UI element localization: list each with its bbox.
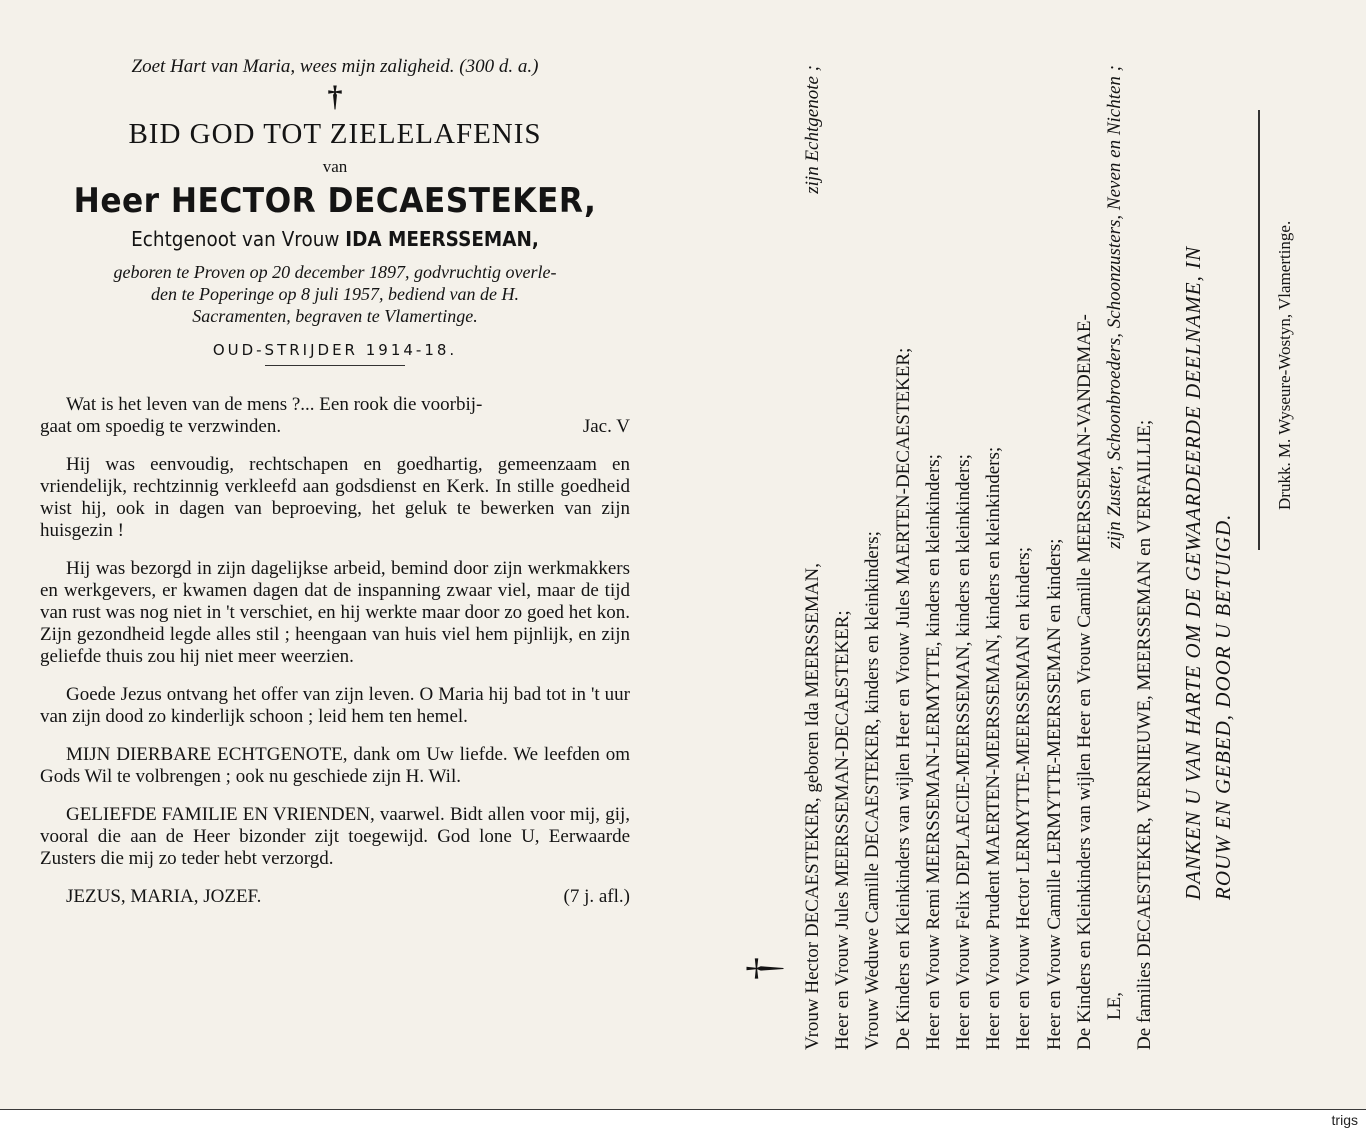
bio-line-1: geboren te Proven op 20 december 1897, godvruchtig overle- <box>113 262 557 282</box>
paragraph-family: GELIEFDE FAMILIE EN VRIENDEN, vaarwel. Bidt allen voor mij, gij, vooral die aan de Heer bizonder zijt toegewijd. God lone U, Eerwaarde Zusters die mij zo teder hebt verzorgd. <box>40 804 630 869</box>
quote-source: Jac. V <box>582 416 630 437</box>
page-title: BID GOD TOT ZIELELAFENIS <box>128 118 542 150</box>
thanks-line-2: ROUW EN GEBED, DOOR U BETUIGD. <box>1211 513 1235 900</box>
van-label: van <box>322 157 348 176</box>
divider <box>265 365 405 366</box>
closing-right: (7 j. afl.) <box>563 886 630 907</box>
veteran-label: OUD-STRIJDER 1914-18. <box>212 341 458 359</box>
invocation: Zoet Hart van Maria, wees mijn zaligheid. (300 d. a.) <box>131 56 539 77</box>
right-panel <box>700 60 1320 1050</box>
closing-line <box>40 886 630 908</box>
bio-line-3: Sacramenten, begraven te Vlamertinge. <box>192 306 478 326</box>
spouse-name: IDA MEERSSEMAN, <box>345 227 539 251</box>
family-line: De Kinders en Kleinkinders van wijlen Heer en Vrouw Jules MAERTEN-DECAESTEKER; <box>892 347 914 1050</box>
deceased-name: Heer HECTOR DECAESTEKER, <box>73 181 597 221</box>
thanks-line-1: DANKEN U VAN HARTE OM DE GEWAARDEERDE DEELNAME, IN <box>1181 245 1205 900</box>
family-line: De Kinders en Kleinkinders van wijlen Heer en Vrouw Camille MEERSSEMAN-VANDEMAE- <box>1073 314 1095 1050</box>
family-line: LE, zijn Zuster, Schoonbroeders, Schoonzusters, Neven en Nichten ; <box>1103 65 1125 1020</box>
quote-line-2-row <box>40 416 630 438</box>
divider-long <box>1258 110 1260 550</box>
paragraph-work: Hij was bezorgd in zijn dagelijkse arbeid, bemind door zijn werkmakkers en werkgevers, er kwamen dagen dat de inspanning zwaar viel, maar de tijd van rust was nog niet in 't verschiet, en hij werkte maar door zo goed het kon. Zijn gezondheid legde alles stil ; heengaan van huis viel hem pijnlijk, en zijn geliefde thuis zou hij niet meer weerzien. <box>40 558 630 667</box>
quote-line-2: gaat om spoedig te verzwinden. <box>40 416 282 437</box>
family-line: Heer en Vrouw Camille LERMYTTE-MEERSSEMAN en kinders; <box>1043 538 1065 1050</box>
family-line: Heer en Vrouw Felix DEPLAECIE-MEERSSEMAN, kinders en kleinkinders; <box>952 454 974 1050</box>
family-line: Heer en Vrouw Prudent MAERTEN-MEERSSEMAN, kinders en kleinkinders; <box>983 446 1005 1050</box>
family-list <box>798 60 1160 1050</box>
left-panel <box>40 56 630 908</box>
paragraph-prayer: Goede Jezus ontvang het offer van zijn leven. O Maria hij bad tot in 't uur van zijn dood zo kinderlijk schoon ; leid hem ten hemel. <box>40 684 630 727</box>
family-line: Vrouw Weduwe Camille DECAESTEKER, kinders en kleinkinders; <box>862 531 884 1050</box>
quote-line-1: Wat is het leven van de mens ?... Een rook die voorbij- <box>66 394 483 415</box>
rotated-family-block <box>700 60 1320 1050</box>
paragraph-spouse: MIJN DIERBARE ECHTGENOTE, dank om Uw liefde. We leefden om Gods Wil te volbrengen ; ook nu geschiede zijn H. Wil. <box>40 744 630 787</box>
family-line: Heer en Vrouw Hector LERMYTTE-MEERSSEMAN en kinders; <box>1013 547 1035 1050</box>
family-line: De families DECAESTEKER, VERNIEUWE, MEERSSEMAN en VERFAILLIE; <box>1134 419 1156 1050</box>
quote-paragraph <box>40 394 630 438</box>
family-line: Heer en Vrouw Remi MEERSSEMAN-LERMYTTE, kinders en kleinkinders; <box>922 454 944 1050</box>
cross-icon-large: † <box>737 957 788 980</box>
family-line: Vrouw Hector DECAESTEKER, geboren Ida MEERSSEMAN, zijn Echtgenote ; <box>802 65 823 1050</box>
watermark: trigs <box>1331 1112 1358 1128</box>
bio-line-2: den te Poperinge op 8 juli 1957, bediend van de H. <box>151 284 519 304</box>
spouse-prefix: Echtgenoot van Vrouw <box>131 227 340 251</box>
family-line: Heer en Vrouw Jules MEERSSEMAN-DECAESTEKER; <box>832 610 854 1050</box>
printer-credit: Drukk. M. Wyseure-Wostyn, Vlamertinge. <box>1275 220 1294 510</box>
thanks-block <box>1178 40 1238 900</box>
cross-icon: † <box>327 80 343 113</box>
spouse-line <box>64 227 607 251</box>
closing-left: JEZUS, MARIA, JOZEF. <box>66 886 262 907</box>
bottom-bar <box>0 1110 1366 1131</box>
paragraph-character: Hij was eenvoudig, rechtschapen en goedhartig, gemeenzaam en vriendelijk, rechtzinnig verkleefd aan godsdienst en Kerk. In stille goedheid wist hij, ook in dagen van beproeving, het geluk te bewerken van zijn huisgezin ! <box>40 454 630 541</box>
